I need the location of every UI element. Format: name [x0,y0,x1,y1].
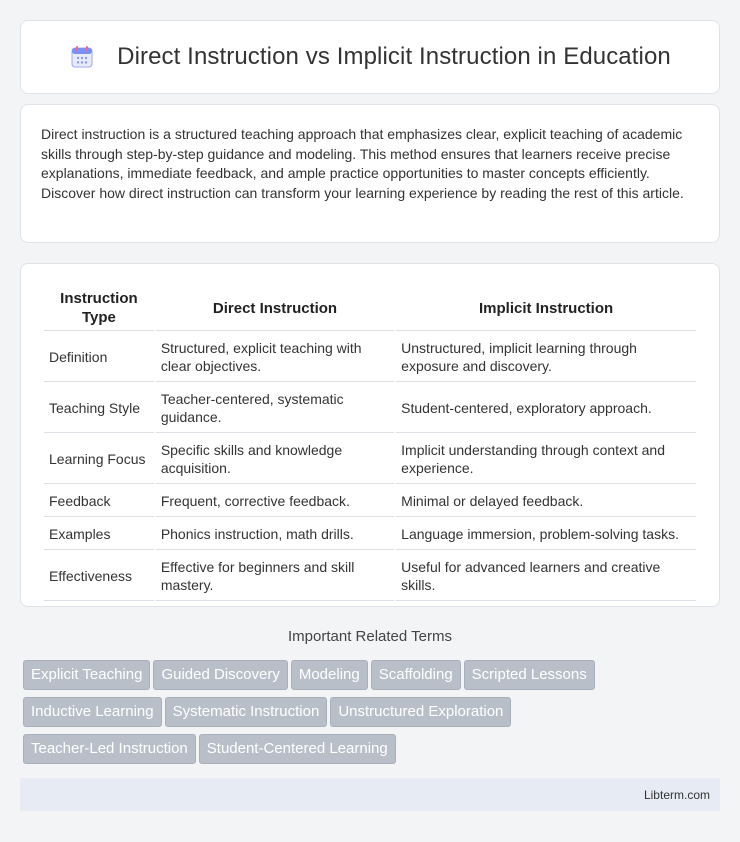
table-cell: Implicit understanding through context and experience. [396,435,696,484]
table-cell: Student-centered, exploratory approach. [396,384,696,433]
table-cell: Definition [44,333,154,382]
table-row [44,333,696,382]
tag-student-centered-learning[interactable]: Student-Centered Learning [199,734,396,764]
comparison-card [20,263,720,607]
table-cell: Specific skills and knowledge acquisition. [156,435,394,484]
table-cell: Teaching Style [44,384,154,433]
footer [20,778,720,811]
tag-scripted-lessons[interactable]: Scripted Lessons [464,660,595,690]
tag-modeling[interactable]: Modeling [291,660,368,690]
table-row [44,435,696,484]
table-cell: Feedback [44,486,154,517]
tag-systematic-instruction[interactable]: Systematic Instruction [165,697,328,727]
table-row [44,486,696,517]
column-header: Direct Instruction [156,286,394,331]
header-card [20,20,720,94]
table-cell: Frequent, corrective feedback. [156,486,394,517]
tag-explicit-teaching[interactable]: Explicit Teaching [23,660,150,690]
table-cell: Structured, explicit teaching with clear objectives. [156,333,394,382]
related-terms-title: Important Related Terms [288,628,452,645]
column-header: Implicit Instruction [396,286,696,331]
calendar-icon [69,44,95,70]
table-cell: Effectiveness [44,552,154,601]
tag-guided-discovery[interactable]: Guided Discovery [153,660,287,690]
table-cell: Learning Focus [44,435,154,484]
related-terms-list [23,660,723,771]
page-title: Direct Instruction vs Implicit Instruction in Education [117,43,671,70]
table-row [44,384,696,433]
table-cell: Minimal or delayed feedback. [396,486,696,517]
tag-scaffolding[interactable]: Scaffolding [371,660,461,690]
tag-unstructured-exploration[interactable]: Unstructured Exploration [330,697,511,727]
table-cell: Examples [44,519,154,550]
intro-card [20,104,720,243]
intro-text: Direct instruction is a structured teaching approach that emphasizes clear, explicit teaching of academic skills through step-by-step guidance and modeling. This method ensures that learners receive precise explanations, immediate feedback, and ample practice opportunities to master concepts efficiently. Discover how direct instruction can transform your learning experience by reading the rest of this article. [41,126,684,201]
table-header-row [44,286,696,331]
footer-site-link[interactable]: Libterm.com [643,788,710,802]
table-cell: Unstructured, implicit learning through exposure and discovery. [396,333,696,382]
column-header: Instruction Type [44,286,154,331]
table-row [44,552,696,601]
table-cell: Useful for advanced learners and creative skills. [396,552,696,601]
tag-inductive-learning[interactable]: Inductive Learning [23,697,162,727]
table-cell: Language immersion, problem-solving tasks. [396,519,696,550]
table-cell: Teacher-centered, systematic guidance. [156,384,394,433]
table-row [44,519,696,550]
tag-teacher-led-instruction[interactable]: Teacher-Led Instruction [23,734,196,764]
table-cell: Effective for beginners and skill mastery. [156,552,394,601]
comparison-table [42,284,698,603]
table-cell: Phonics instruction, math drills. [156,519,394,550]
